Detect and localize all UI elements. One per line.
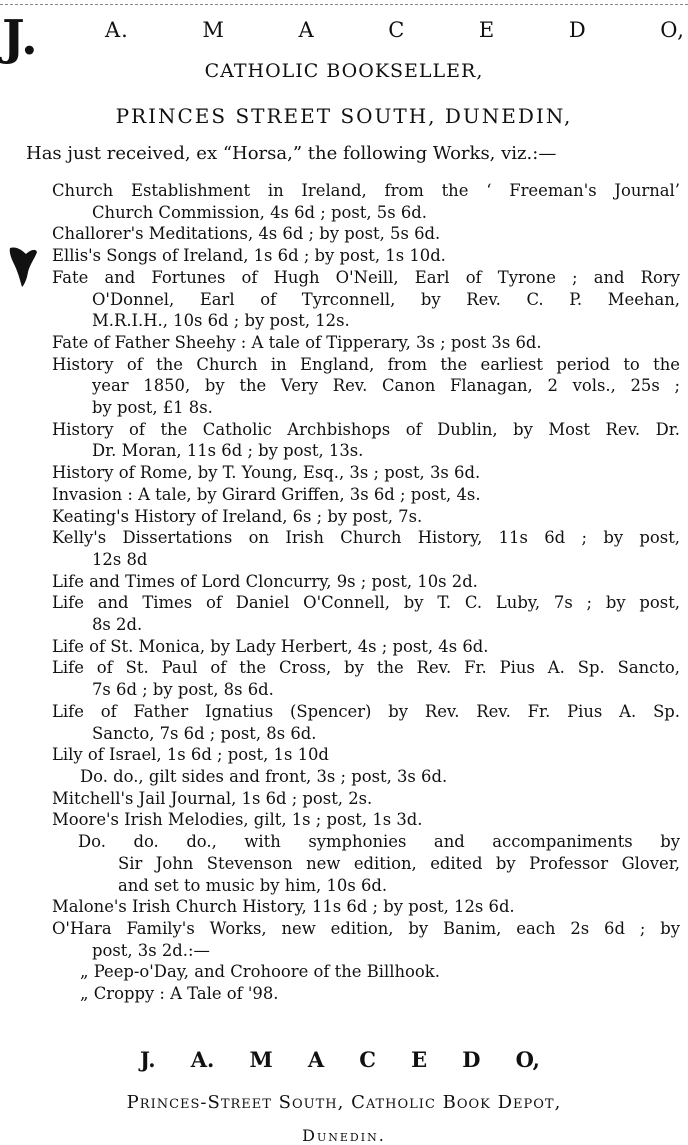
book-list	[0, 180, 688, 1005]
header-name-letter: C	[388, 18, 406, 42]
book-entry-title: History of Rome, by T. Young, Esq., 3s ; post, 3s 6d.	[52, 463, 481, 483]
book-entry	[52, 809, 682, 831]
book-entry-title: „ Peep-o'Day, and Crohoore of the Billhook.	[80, 962, 440, 982]
footer-name-letter: A	[307, 1047, 325, 1072]
header-initial: J.	[2, 10, 38, 66]
footer-name-letter: C	[359, 1047, 376, 1072]
header-name	[105, 18, 685, 42]
book-entry	[80, 983, 682, 1005]
book-entry-title: Invasion : A tale, by Girard Griffen, 3s 6d ; post, 4s.	[52, 484, 481, 504]
book-entry-continuation: Church Commission, 4s 6d ; post, 5s 6d.	[92, 202, 427, 222]
book-entry-title: Challorer's Meditations, 4s 6d ; by post, 5s 6d.	[52, 224, 441, 244]
book-entry-title: Fate and Fortunes of Hugh O'Neill, Earl of Tyrone ; and Rory	[52, 267, 680, 287]
book-entry-title: Life and Times of Daniel O'Connell, by T. C. Luby, 7s ; by post,	[52, 593, 680, 613]
footer-name	[140, 1047, 540, 1072]
book-entry	[52, 223, 682, 245]
book-entry-title: Life of St. Monica, by Lady Herbert, 4s ; post, 4s 6d.	[52, 636, 489, 656]
book-entry	[80, 961, 682, 983]
book-entry-title: Do. do. do., with symphonies and accompaniments by	[78, 832, 680, 852]
book-entry-title: Fate of Father Sheehy : A tale of Tipperary, 3s ; post 3s 6d.	[52, 332, 542, 352]
book-entry	[52, 527, 682, 570]
book-entry	[52, 592, 682, 635]
book-entry-continuation: by post, £1 8s.	[92, 398, 213, 418]
book-entry-continuation: Sir John Stevenson new edition, edited by Professor Glover,	[118, 853, 680, 873]
book-entry-title: History of the Church in England, from the earliest period to the	[52, 354, 680, 374]
book-entry	[80, 766, 682, 788]
header-name-letter: M	[202, 18, 225, 42]
book-entry	[52, 918, 682, 961]
book-entry-continuation: 12s 8d	[92, 549, 148, 569]
footer-name-letter: D	[462, 1047, 481, 1072]
book-entry	[52, 245, 682, 267]
book-entry-title: Lily of Israel, 1s 6d ; post, 1s 10d	[52, 745, 329, 765]
book-entry-continuation: and set to music by him, 10s 6d.	[118, 875, 388, 895]
book-entry	[52, 896, 682, 918]
book-entry-continuation: 7s 6d ; by post, 8s 6d.	[92, 680, 274, 700]
book-entry	[52, 636, 682, 658]
book-entry	[52, 419, 682, 462]
book-entry-title: Kelly's Dissertations on Irish Church History, 11s 6d ; by post,	[52, 528, 680, 548]
book-entry-continuation: post, 3s 2d.:—	[92, 940, 210, 960]
footer-name-letter: A.	[190, 1047, 215, 1072]
book-entry-continuation: 8s 2d.	[92, 615, 143, 635]
intro-text: Has just received, ex “Horsa,” the following Works, viz.:—	[26, 143, 557, 164]
book-entry-title: Life of Father Ignatius (Spencer) by Rev. Rev. Fr. Pius A. Sp.	[52, 701, 680, 721]
header-name-letter: A	[298, 18, 315, 42]
book-entry-title: Do. do., gilt sides and front, 3s ; post, 3s 6d.	[80, 766, 448, 786]
book-entry-title: Ellis's Songs of Ireland, 1s 6d ; by post, 1s 10d.	[52, 246, 446, 266]
footer-name-letter: J.	[140, 1047, 156, 1072]
book-entry	[78, 831, 682, 896]
book-entry-title: History of the Catholic Archbishops of Dublin, by Most Rev. Dr.	[52, 419, 680, 439]
book-entry	[52, 462, 682, 484]
book-entry	[52, 744, 682, 766]
book-entry-title: Moore's Irish Melodies, gilt, 1s ; post, 1s 3d.	[52, 810, 423, 830]
book-entry-title: Church Establishment in Ireland, from the ‘ Freeman's Journal’	[52, 181, 680, 200]
book-entry-continuation: O'Donnel, Earl of Tyrconnell, by Rev. C. P. Meehan,	[92, 289, 680, 309]
book-entry	[52, 506, 682, 528]
footer-address: Princes-Street South, Catholic Book Depot,	[126, 1092, 562, 1113]
book-entry	[52, 788, 682, 810]
book-entry-continuation: year 1850, by the Very Rev. Canon Flanagan, 2 vols., 25s ;	[92, 376, 680, 396]
header-name-letter: E	[478, 18, 496, 42]
header-name-letter: D	[568, 18, 587, 42]
book-entry-title: Life of St. Paul of the Cross, by the Rev. Fr. Pius A. Sp. Sancto,	[52, 658, 680, 678]
book-entry-continuation: Dr. Moran, 11s 6d ; by post, 13s.	[92, 441, 364, 461]
book-entry-title: Mitchell's Jail Journal, 1s 6d ; post, 2s.	[52, 788, 373, 808]
footer-name-letter: O,	[515, 1047, 540, 1072]
book-entry-title: „ Croppy : A Tale of '98.	[80, 984, 279, 1004]
header-address: PRINCES STREET SOUTH, DUNEDIN,	[115, 104, 573, 128]
book-entry	[52, 484, 682, 506]
header-title: CATHOLIC BOOKSELLER,	[204, 60, 484, 82]
footer-city: Dunedin.	[302, 1126, 386, 1145]
book-entry	[52, 701, 682, 744]
footer-name-letter: E	[411, 1047, 428, 1072]
book-entry	[52, 267, 682, 332]
book-entry	[52, 571, 682, 593]
book-entry-title: Malone's Irish Church History, 11s 6d ; by post, 12s 6d.	[52, 897, 515, 917]
book-entry-continuation: M.R.I.H., 10s 6d ; by post, 12s.	[92, 311, 350, 331]
book-entry-title: O'Hara Family's Works, new edition, by Banim, each 2s 6d ; by	[52, 918, 680, 938]
footer-name-letter: M	[249, 1047, 273, 1072]
top-rule	[0, 4, 688, 5]
header-name-letter: A.	[105, 18, 129, 42]
book-entry	[52, 354, 682, 419]
book-entry-title: Life and Times of Lord Cloncurry, 9s ; post, 10s 2d.	[52, 571, 478, 591]
book-entry-continuation: Sancto, 7s 6d ; post, 8s 6d.	[92, 723, 317, 743]
book-entry	[52, 332, 682, 354]
book-entry	[52, 657, 682, 700]
book-entry	[52, 180, 682, 223]
book-entry-title: Keating's History of Ireland, 6s ; by post, 7s.	[52, 506, 423, 526]
header-name-letter: O,	[660, 18, 685, 42]
